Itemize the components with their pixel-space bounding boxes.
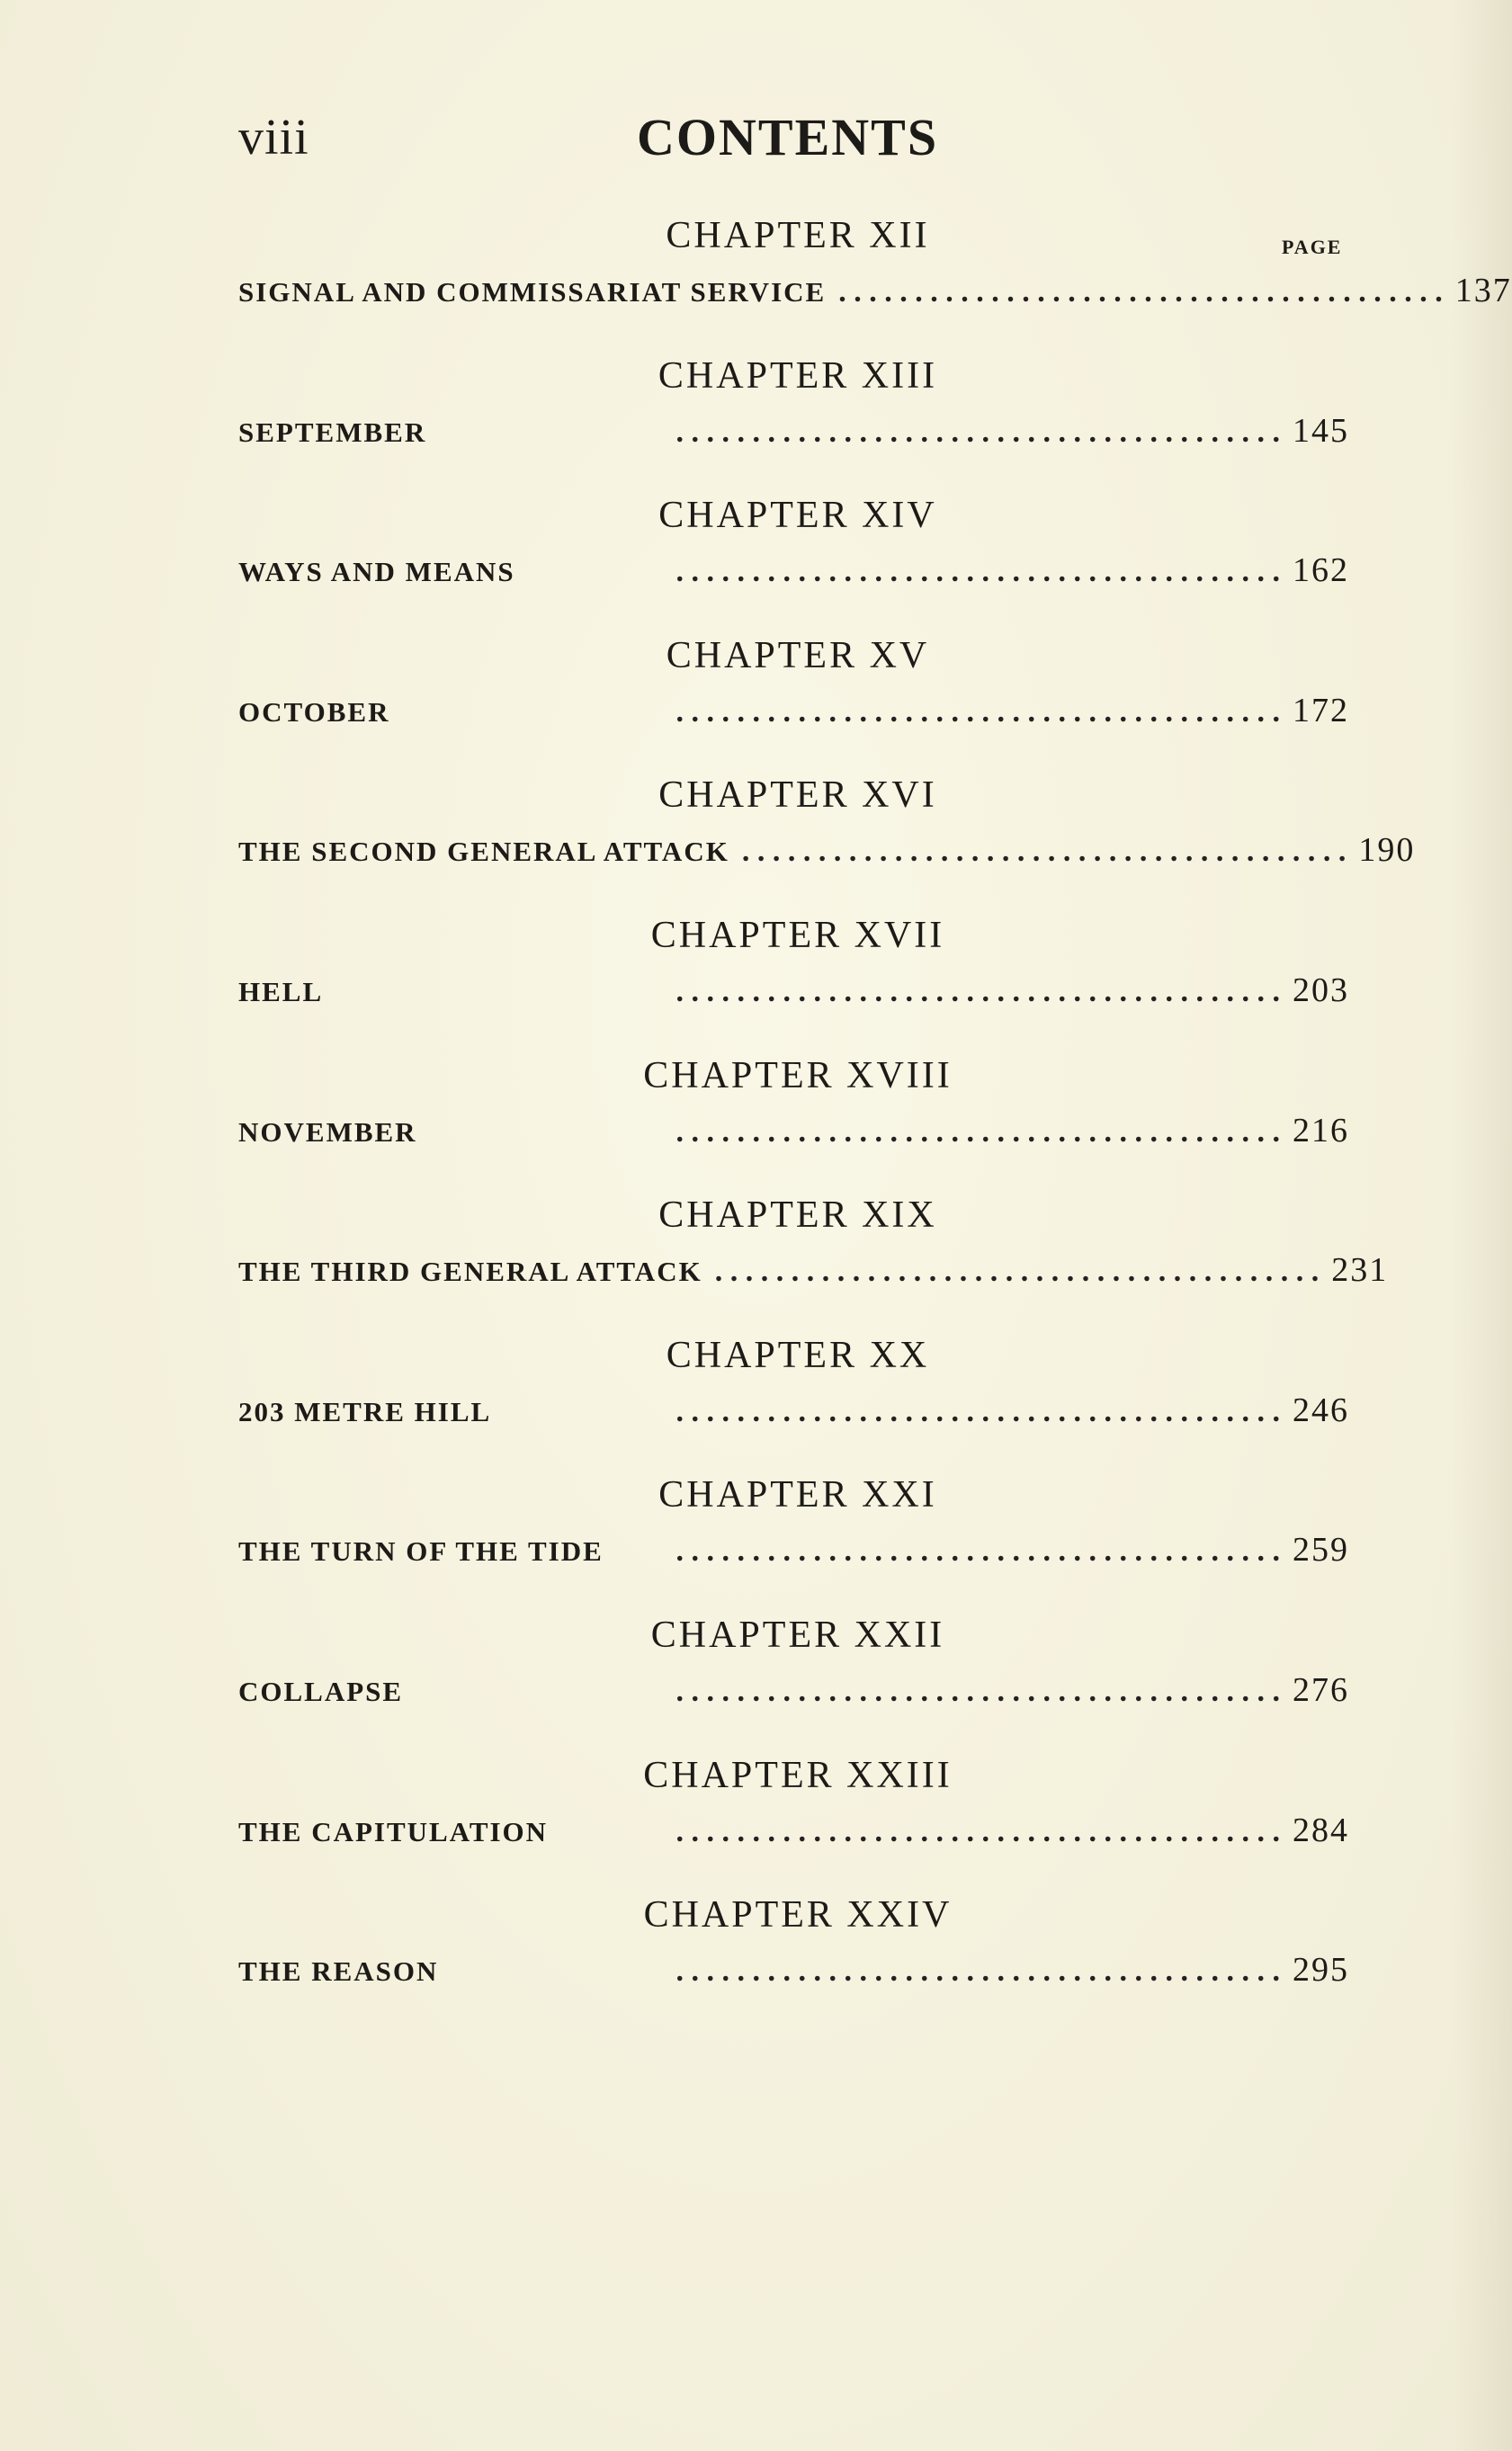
chapter-number: CHAPTER XXII <box>650 1614 945 1656</box>
toc-entry <box>238 908 1349 1049</box>
chapter-number: CHAPTER XVIII <box>643 1054 953 1096</box>
chapter-number: CHAPTER XVI <box>658 774 937 817</box>
chapter-title: NOVEMBER <box>238 1115 417 1148</box>
toc-entry <box>238 1749 1349 1889</box>
chapter-page-number: 259 <box>1293 1531 1349 1570</box>
toc-line <box>238 1668 1349 1713</box>
toc-line <box>238 827 1416 872</box>
toc-line <box>238 268 1512 313</box>
dot-leader: . . . . . . . . . . . . . . . . . . . . . . . . . . . . . . . . . . . . . . . . <box>675 694 1280 729</box>
page-folio: viii <box>238 110 309 165</box>
chapter-title: THE SECOND GENERAL ATTACK <box>238 836 729 868</box>
toc-line <box>238 1108 1349 1153</box>
toc-entry <box>238 1188 1389 1328</box>
chapter-title: SEPTEMBER <box>238 416 427 448</box>
dot-leader: . . . . . . . . . . . . . . . . . . . . . . . . . . . . . . . . . . . . . . . . <box>675 974 1280 1008</box>
toc-line <box>238 1808 1349 1853</box>
chapter-title: WAYS AND MEANS <box>238 556 515 588</box>
dot-leader: . . . . . . . . . . . . . . . . . . . . . . . . . . . . . . . . . . . . . . . . <box>675 1814 1280 1848</box>
chapter-page-number: 162 <box>1293 551 1349 590</box>
chapter-page-number: 203 <box>1293 971 1349 1009</box>
toc-line <box>238 688 1349 733</box>
toc-entry <box>238 1049 1349 1189</box>
dot-leader: . . . . . . . . . . . . . . . . . . . . . . . . . . . . . . . . . . . . . . . . <box>675 1114 1280 1149</box>
dot-leader: . . . . . . . . . . . . . . . . . . . . . . . . . . . . . . . . . . . . . . . . <box>675 1955 1280 1989</box>
toc-line <box>238 1388 1349 1433</box>
toc-entry <box>238 1468 1349 1608</box>
chapter-number: CHAPTER XII <box>666 215 930 256</box>
chapter-title: THE CAPITULATION <box>238 1815 549 1847</box>
chapter-page-number: 246 <box>1293 1391 1349 1429</box>
chapter-title: 203 METRE HILL <box>238 1395 492 1427</box>
chapter-title: COLLAPSE <box>238 1675 404 1707</box>
toc-line <box>238 1947 1349 1992</box>
chapter-page-number: 172 <box>1293 691 1349 729</box>
chapter-page-number: 276 <box>1293 1670 1349 1709</box>
toc-entry <box>238 209 1512 349</box>
toc-entry <box>238 1608 1349 1749</box>
toc-line <box>238 408 1349 453</box>
dot-leader: . . . . . . . . . . . . . . . . . . . . . . . . . . . . . . . . . . . . . . . . <box>675 555 1280 589</box>
chapter-page-number: 190 <box>1358 831 1416 870</box>
chapter-number: CHAPTER XIII <box>658 354 938 397</box>
toc-entry <box>238 629 1349 769</box>
chapter-title: THE THIRD GENERAL ATTACK <box>238 1256 702 1288</box>
chapter-title: THE REASON <box>238 1955 439 1988</box>
toc-line <box>238 1527 1349 1572</box>
chapter-page-number: 231 <box>1331 1251 1389 1290</box>
chapter-title: SIGNAL AND COMMISSARIAT SERVICE <box>238 276 827 308</box>
chapter-page-number: 284 <box>1293 1811 1349 1849</box>
toc-entry <box>238 488 1349 629</box>
chapter-number: CHAPTER XV <box>666 634 930 676</box>
chapter-number: CHAPTER XIV <box>658 495 937 537</box>
page-column-label: PAGE <box>1282 236 1343 258</box>
chapter-title: OCTOBER <box>238 695 390 728</box>
chapter-page-number: 137 <box>1454 272 1512 309</box>
dot-leader: . . . . . . . . . . . . . . . . . . . . . . . . . . . . . . . . . . . . . . . . <box>675 1394 1280 1428</box>
chapter-number: CHAPTER XIX <box>658 1194 937 1237</box>
chapter-number: CHAPTER XX <box>666 1334 930 1376</box>
chapter-page-number: 145 <box>1293 411 1349 450</box>
dot-leader: . . . . . . . . . . . . . . . . . . . . . . . . . . . . . . . . . . . . . . . . <box>741 835 1346 869</box>
chapter-page-number: 295 <box>1293 1951 1349 1990</box>
chapter-number: CHAPTER XXIV <box>643 1894 953 1937</box>
running-head <box>238 106 1349 169</box>
dot-leader: . . . . . . . . . . . . . . . . . . . . . . . . . . . . . . . . . . . . . . . . <box>838 275 1443 309</box>
dot-leader: . . . . . . . . . . . . . . . . . . . . . . . . . . . . . . . . . . . . . . . . <box>675 415 1280 449</box>
chapter-number: CHAPTER XXIII <box>643 1754 953 1796</box>
page-title-text: CONTENTS <box>637 108 939 166</box>
chapter-title: HELL <box>238 975 324 1007</box>
table-of-contents <box>238 209 1512 2028</box>
chapter-number: CHAPTER XXI <box>658 1474 937 1516</box>
toc-entry <box>238 1888 1349 2028</box>
toc-line <box>238 968 1349 1013</box>
chapter-number: CHAPTER XVII <box>650 914 945 956</box>
toc-entry <box>238 349 1349 489</box>
toc-line <box>238 1248 1389 1293</box>
dot-leader: . . . . . . . . . . . . . . . . . . . . . . . . . . . . . . . . . . . . . . . . <box>675 1674 1280 1708</box>
chapter-page-number: 216 <box>1293 1111 1349 1149</box>
toc-entry <box>238 1328 1349 1469</box>
dot-leader: . . . . . . . . . . . . . . . . . . . . . . . . . . . . . . . . . . . . . . . . <box>714 1255 1320 1289</box>
toc-line <box>238 548 1349 593</box>
chapter-title: THE TURN OF THE TIDE <box>238 1535 604 1568</box>
dot-leader: . . . . . . . . . . . . . . . . . . . . . . . . . . . . . . . . . . . . . . . . <box>675 1534 1280 1569</box>
toc-entry <box>238 768 1416 908</box>
